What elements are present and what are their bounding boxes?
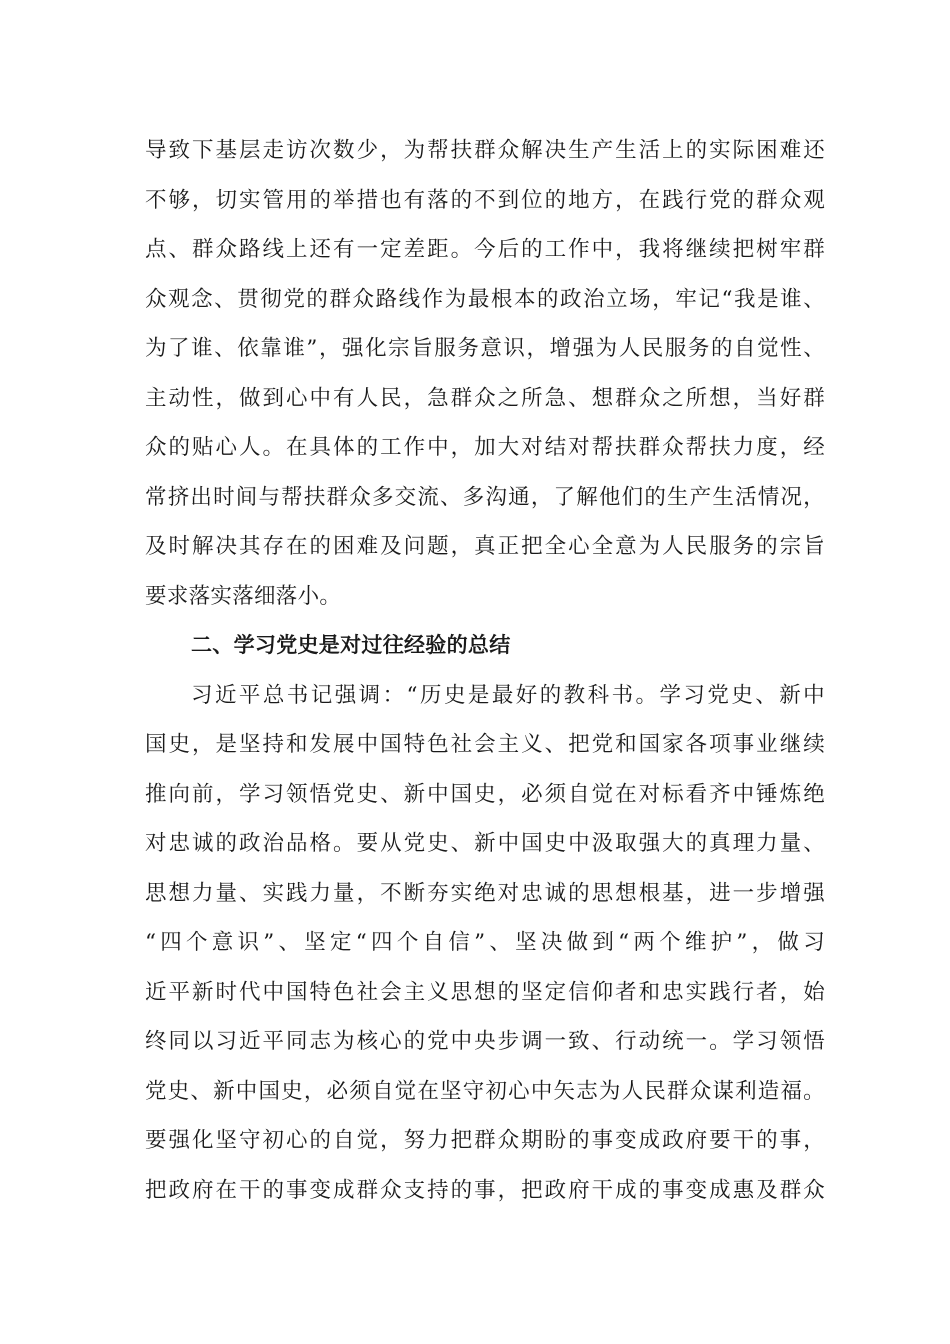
paragraph-line: 把政府在干的事变成群众支持的事，把政府干成的事变成惠及群众 [145,1177,825,1203]
paragraph-line: 对忠诚的政治品格。要从党史、新中国史中汲取强大的真理力量、 [145,831,825,856]
paragraph-line: 点、群众路线上还有一定差距。今后的工作中，我将继续把树牢群 [145,237,825,262]
paragraph-line: 及时解决其存在的困难及问题，真正把全心全意为人民服务的宗旨 [145,534,825,559]
paragraph-line: 要求落实落细落小。 [145,583,342,609]
paragraph-2 [145,671,825,1216]
paragraph-line: 终同以习近平同志为核心的党中央步调一致、行动统一。学习领悟 [145,1029,825,1054]
section-heading: 二、学习党史是对过往经验的总结 [191,633,511,657]
paragraph-line: 不够，切实管用的举措也有落的不到位的地方，在践行党的群众观 [145,187,825,213]
paragraph-line: 常挤出时间与帮扶群众多交流、多沟通，了解他们的生产生活情况， [145,484,825,510]
paragraph-line: 主动性，做到心中有人民，急群众之所急、想群众之所想，当好群 [145,385,825,411]
paragraph-1 [145,126,825,621]
paragraph-line: 导致下基层走访次数少，为帮扶群众解决生产生活上的实际困难还 [145,138,825,163]
paragraph-line: “四个意识”、坚定“四个自信”、坚决做到“两个维护”，做习 [145,930,825,955]
document-body [145,126,825,1215]
paragraph-line: 为了谁、依靠谁”，强化宗旨服务意识，增强为人民服务的自觉性、 [145,336,825,361]
paragraph-line: 国史，是坚持和发展中国特色社会主义、把党和国家各项事业继续 [145,732,825,757]
paragraph-line: 要强化坚守初心的自觉，努力把群众期盼的事变成政府要干的事， [145,1128,825,1153]
paragraph-line: 推向前，学习领悟党史、新中国史，必须自觉在对标看齐中锤炼绝 [145,781,825,807]
paragraph-line: 思想力量、实践力量，不断夯实绝对忠诚的思想根基，进一步增强 [145,880,825,906]
paragraph-line: 习近平总书记强调：“历史是最好的教科书。学习党史、新中 [191,682,825,708]
paragraph-line: 众的贴心人。在具体的工作中，加大对结对帮扶群众帮扶力度，经 [145,435,825,460]
paragraph-line: 众观念、贯彻党的群众路线作为最根本的政治立场，牢记“我是谁、 [145,286,825,312]
paragraph-line: 近平新时代中国特色社会主义思想的坚定信仰者和忠实践行者，始 [145,979,825,1005]
paragraph-line: 党史、新中国史，必须自觉在坚守初心中矢志为人民群众谋利造福。 [145,1078,825,1104]
